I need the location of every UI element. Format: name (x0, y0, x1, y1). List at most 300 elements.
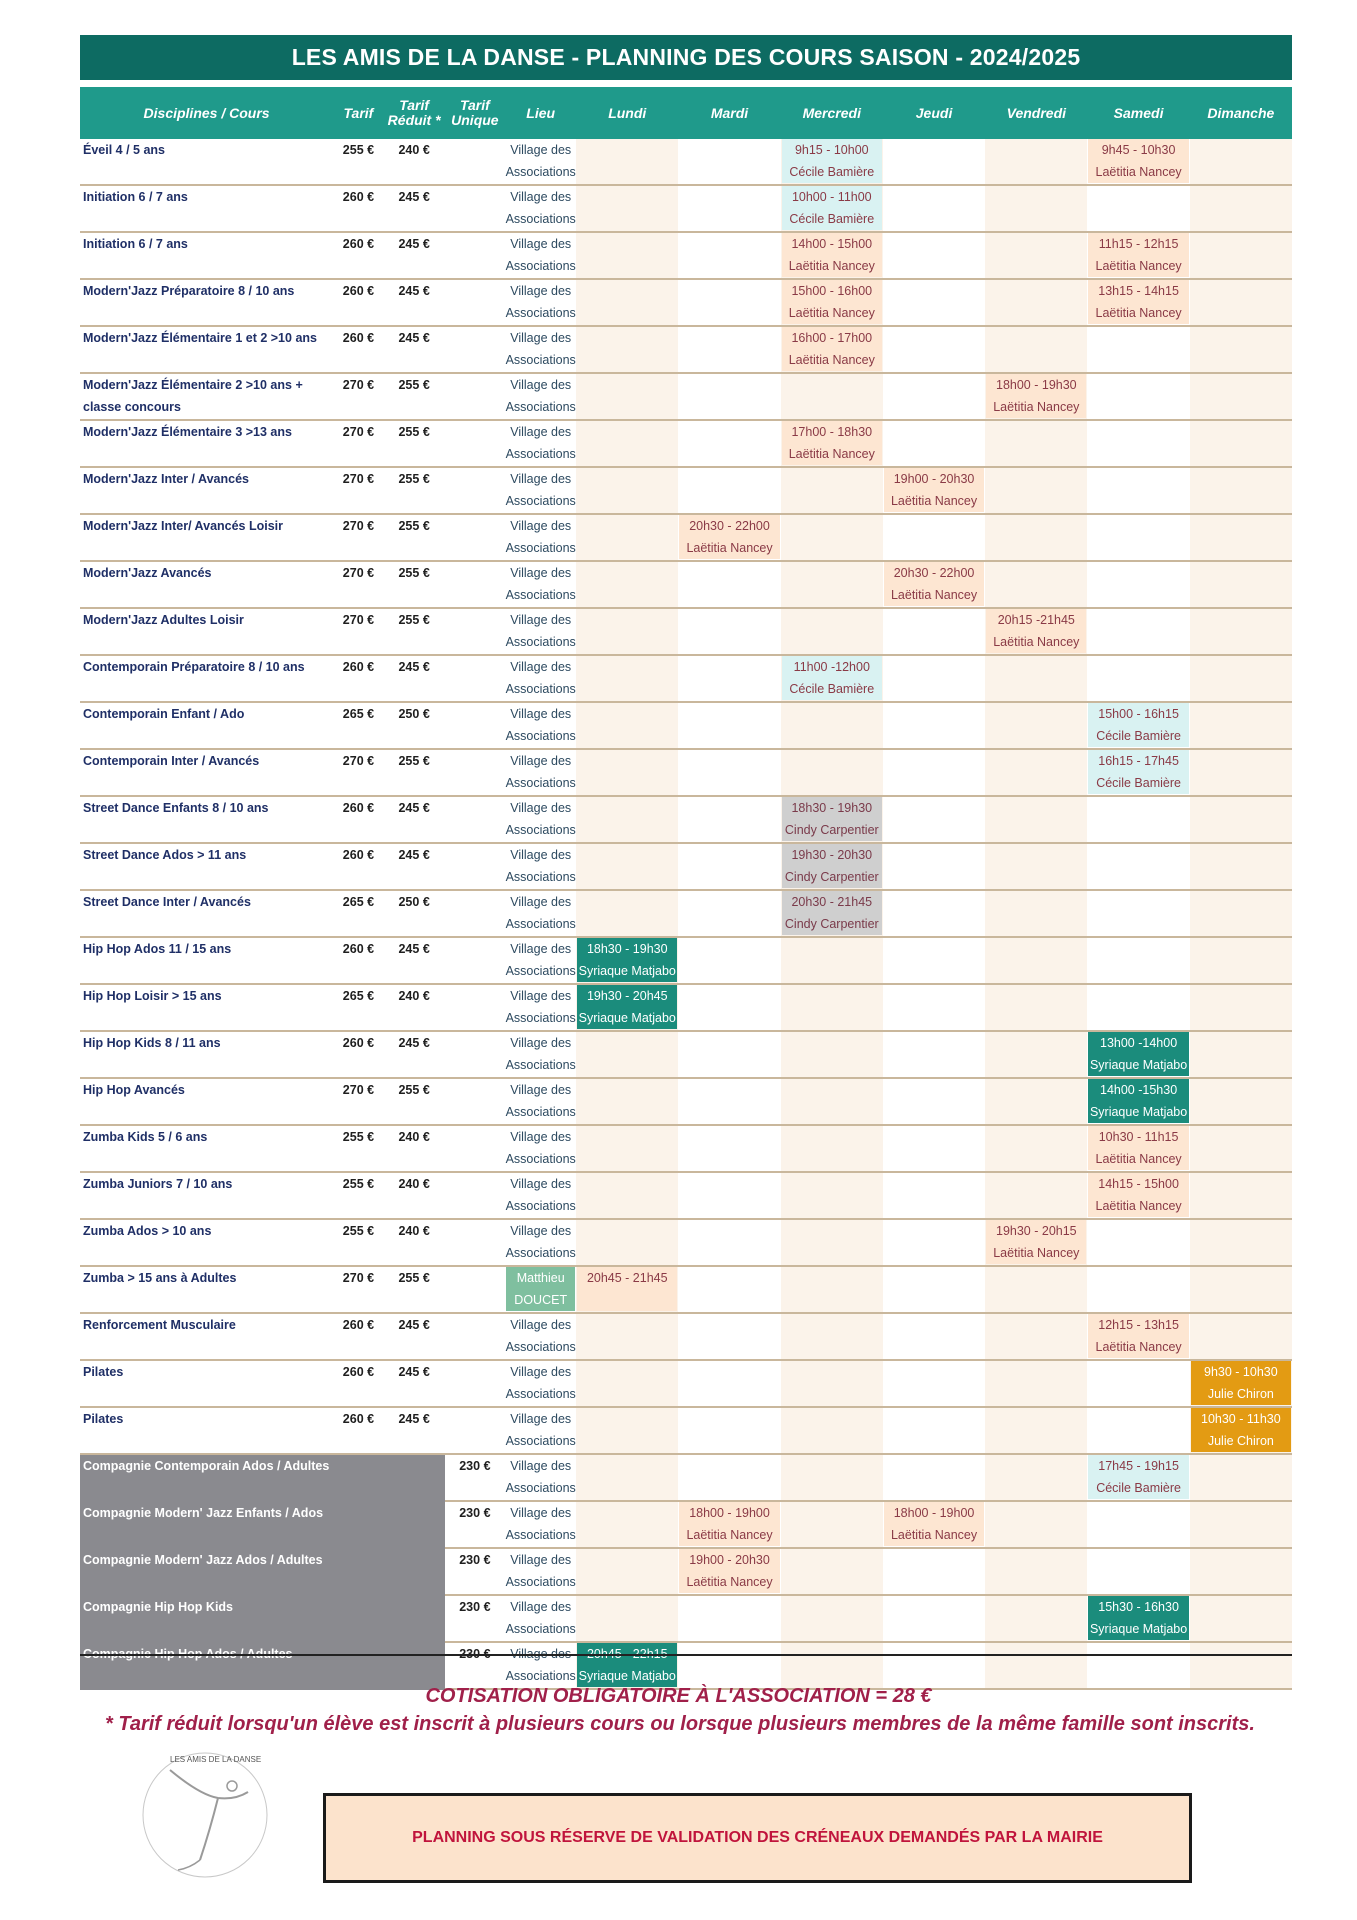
day-cell-dimanche (1190, 843, 1292, 890)
table-row (80, 467, 1292, 514)
day-cell-dimanche (1190, 1407, 1292, 1454)
course-tarif: 255 € (333, 1125, 384, 1172)
course-slot: 11h15 - 12h15 Laëtitia Nancey (1088, 233, 1188, 277)
day-cell-dimanche (1190, 937, 1292, 984)
course-name: Modern'Jazz Élémentaire 2 >10 ans + classe concours (80, 373, 333, 420)
day-cell-mercredi (781, 514, 883, 561)
day-cell-vendredi (985, 937, 1087, 984)
day-cell-samedi (1087, 1595, 1189, 1642)
course-slot: 18h30 - 19h30 Syriaque Matjabo (577, 938, 677, 982)
day-cell-vendredi (985, 984, 1087, 1031)
day-cell-vendredi (985, 1078, 1087, 1125)
day-cell-dimanche (1190, 1548, 1292, 1595)
day-cell-samedi (1087, 1172, 1189, 1219)
day-cell-mercredi (781, 796, 883, 843)
day-cell-dimanche (1190, 702, 1292, 749)
day-cell-vendredi (985, 796, 1087, 843)
day-cell-mercredi (781, 561, 883, 608)
day-cell-dimanche (1190, 608, 1292, 655)
course-name: Hip Hop Kids 8 / 11 ans (80, 1031, 333, 1078)
day-cell-jeudi (883, 1454, 985, 1501)
day-cell-jeudi (883, 1266, 985, 1313)
course-tarif-unique (445, 514, 506, 561)
course-lieu: Village des Associations (505, 1031, 576, 1078)
table-row (80, 937, 1292, 984)
day-cell-samedi (1087, 1266, 1189, 1313)
day-cell-dimanche (1190, 796, 1292, 843)
day-cell-jeudi (883, 984, 985, 1031)
course-lieu: Village des Associations (505, 843, 576, 890)
day-cell-mardi (678, 1454, 780, 1501)
course-tarif: 255 € (333, 1172, 384, 1219)
day-cell-dimanche (1190, 1078, 1292, 1125)
table-row (80, 232, 1292, 279)
header-lieu: Lieu (505, 87, 576, 139)
day-cell-mardi (678, 1501, 780, 1548)
day-cell-mercredi (781, 843, 883, 890)
course-tarif-reduit: 245 € (384, 185, 445, 232)
day-cell-mercredi (781, 1595, 883, 1642)
course-slot: 13h00 -14h00 Syriaque Matjabo (1088, 1032, 1188, 1076)
day-cell-mercredi (781, 139, 883, 185)
course-tarif-reduit: 255 € (384, 373, 445, 420)
day-cell-vendredi (985, 1642, 1087, 1689)
course-slot: 14h15 - 15h00 Laëtitia Nancey (1088, 1173, 1188, 1217)
course-tarif-reduit: 245 € (384, 232, 445, 279)
course-name: Modern'Jazz Adultes Loisir (80, 608, 333, 655)
day-cell-mercredi (781, 1454, 883, 1501)
header-tarif-reduit: Tarif Réduit * (384, 87, 445, 139)
course-tarif-unique (445, 1125, 506, 1172)
table-row (80, 1313, 1292, 1360)
course-lieu: Village des Associations (505, 1501, 576, 1548)
table-row (80, 702, 1292, 749)
day-cell-dimanche (1190, 1360, 1292, 1407)
table-row (80, 843, 1292, 890)
course-name: Modern'Jazz Inter/ Avancés Loisir (80, 514, 333, 561)
day-cell-lundi (576, 937, 678, 984)
day-cell-lundi (576, 1219, 678, 1266)
course-lieu: Village des Associations (505, 1407, 576, 1454)
day-cell-samedi (1087, 139, 1189, 185)
day-cell-jeudi (883, 1595, 985, 1642)
day-cell-lundi (576, 1031, 678, 1078)
day-cell-mercredi (781, 702, 883, 749)
course-slot: 18h30 - 19h30 Cindy Carpentier (782, 797, 882, 841)
day-cell-samedi (1087, 702, 1189, 749)
course-name: Pilates (80, 1360, 333, 1407)
day-cell-samedi (1087, 514, 1189, 561)
day-cell-mercredi (781, 937, 883, 984)
course-slot: 15h00 - 16h00 Laëtitia Nancey (782, 280, 882, 324)
course-tarif-unique (445, 1078, 506, 1125)
course-slot: 9h15 - 10h00 Cécile Bamière (782, 139, 882, 183)
day-cell-lundi (576, 1548, 678, 1595)
course-lieu: Village des Associations (505, 232, 576, 279)
day-cell-samedi (1087, 608, 1189, 655)
header-mercredi: Mercredi (781, 87, 883, 139)
course-tarif-reduit: 255 € (384, 467, 445, 514)
day-cell-jeudi (883, 1313, 985, 1360)
course-slot: 18h00 - 19h00 Laëtitia Nancey (884, 1502, 984, 1546)
course-tarif-unique (445, 1407, 506, 1454)
day-cell-samedi (1087, 232, 1189, 279)
schedule-table (80, 87, 1292, 1690)
course-tarif: 270 € (333, 373, 384, 420)
schedule-body (80, 139, 1292, 1689)
day-cell-samedi (1087, 796, 1189, 843)
day-cell-vendredi (985, 185, 1087, 232)
table-row (80, 1360, 1292, 1407)
day-cell-mercredi (781, 420, 883, 467)
course-tarif: 260 € (333, 843, 384, 890)
day-cell-samedi (1087, 1078, 1189, 1125)
day-cell-dimanche (1190, 1501, 1292, 1548)
course-tarif: 270 € (333, 608, 384, 655)
header-vendredi: Vendredi (985, 87, 1087, 139)
course-tarif-reduit: 245 € (384, 326, 445, 373)
course-slot: 12h15 - 13h15 Laëtitia Nancey (1088, 1314, 1188, 1358)
course-tarif: 270 € (333, 467, 384, 514)
course-name: Renforcement Musculaire (80, 1313, 333, 1360)
day-cell-lundi (576, 1407, 678, 1454)
day-cell-samedi (1087, 1125, 1189, 1172)
course-tarif: 260 € (333, 326, 384, 373)
course-slot: 17h45 - 19h15 Cécile Bamière (1088, 1455, 1188, 1499)
day-cell-dimanche (1190, 749, 1292, 796)
day-cell-mardi (678, 984, 780, 1031)
day-cell-dimanche (1190, 1595, 1292, 1642)
table-row (80, 890, 1292, 937)
course-tarif: 260 € (333, 185, 384, 232)
course-tarif-reduit: 255 € (384, 561, 445, 608)
course-tarif-unique (445, 1031, 506, 1078)
course-lieu: Village des Associations (505, 1454, 576, 1501)
course-name: Hip Hop Ados 11 / 15 ans (80, 937, 333, 984)
course-tarif-reduit (384, 1595, 445, 1642)
table-row (80, 749, 1292, 796)
table-row (80, 1501, 1292, 1548)
course-tarif-unique (445, 1360, 506, 1407)
course-tarif-unique (445, 185, 506, 232)
course-lieu: Village des Associations (505, 420, 576, 467)
course-name: Zumba Kids 5 / 6 ans (80, 1125, 333, 1172)
course-lieu: Village des Associations (505, 326, 576, 373)
day-cell-mardi (678, 1266, 780, 1313)
day-cell-samedi (1087, 890, 1189, 937)
day-cell-dimanche (1190, 1031, 1292, 1078)
course-slot: 20h30 - 22h00 Laëtitia Nancey (884, 562, 984, 606)
course-tarif: 270 € (333, 420, 384, 467)
course-lieu: Village des Associations (505, 984, 576, 1031)
course-tarif-reduit: 255 € (384, 1078, 445, 1125)
day-cell-samedi (1087, 467, 1189, 514)
day-cell-vendredi (985, 1031, 1087, 1078)
course-tarif (333, 1642, 384, 1689)
course-tarif: 260 € (333, 1360, 384, 1407)
day-cell-mercredi (781, 984, 883, 1031)
day-cell-mardi (678, 749, 780, 796)
course-lieu: Village des Associations (505, 373, 576, 420)
course-tarif-reduit: 245 € (384, 279, 445, 326)
course-slot: 10h30 - 11h15 Laëtitia Nancey (1088, 1126, 1188, 1170)
course-tarif: 260 € (333, 937, 384, 984)
day-cell-samedi (1087, 420, 1189, 467)
course-slot: 17h00 - 18h30 Laëtitia Nancey (782, 421, 882, 465)
course-tarif-unique (445, 1313, 506, 1360)
day-cell-samedi (1087, 1313, 1189, 1360)
header-tarif: Tarif (333, 87, 384, 139)
day-cell-dimanche (1190, 232, 1292, 279)
course-slot: 20h30 - 22h00 Laëtitia Nancey (679, 515, 779, 559)
day-cell-mardi (678, 1172, 780, 1219)
day-cell-jeudi (883, 1172, 985, 1219)
course-tarif-reduit: 245 € (384, 1360, 445, 1407)
course-tarif-unique (445, 1219, 506, 1266)
course-tarif-unique (445, 420, 506, 467)
course-tarif: 270 € (333, 514, 384, 561)
course-tarif: 260 € (333, 1407, 384, 1454)
course-slot: 9h45 - 10h30 Laëtitia Nancey (1088, 139, 1188, 183)
course-lieu: Village des Associations (505, 608, 576, 655)
course-name: Compagnie Hip Hop Kids (80, 1595, 333, 1642)
day-cell-vendredi (985, 1548, 1087, 1595)
table-row (80, 139, 1292, 185)
course-tarif-unique (445, 937, 506, 984)
day-cell-mardi (678, 373, 780, 420)
course-slot: 15h30 - 16h30 Syriaque Matjabo (1088, 1596, 1188, 1640)
day-cell-lundi (576, 1125, 678, 1172)
course-lieu: Village des Associations (505, 1078, 576, 1125)
course-tarif-reduit: 250 € (384, 890, 445, 937)
day-cell-dimanche (1190, 1454, 1292, 1501)
course-slot: 18h00 - 19h30 Laëtitia Nancey (986, 374, 1086, 418)
day-cell-lundi (576, 1313, 678, 1360)
day-cell-jeudi (883, 420, 985, 467)
day-cell-jeudi (883, 843, 985, 890)
course-name: Modern'Jazz Préparatoire 8 / 10 ans (80, 279, 333, 326)
table-row (80, 1454, 1292, 1501)
day-cell-mardi (678, 326, 780, 373)
course-slot: 19h30 - 20h30 Cindy Carpentier (782, 844, 882, 888)
day-cell-mercredi (781, 890, 883, 937)
day-cell-jeudi (883, 608, 985, 655)
header-mardi: Mardi (678, 87, 780, 139)
day-cell-samedi (1087, 1548, 1189, 1595)
day-cell-mardi (678, 139, 780, 185)
day-cell-lundi (576, 139, 678, 185)
day-cell-vendredi (985, 1266, 1087, 1313)
course-name: Éveil 4 / 5 ans (80, 139, 333, 185)
course-lieu: Village des Associations (505, 1595, 576, 1642)
day-cell-samedi (1087, 1031, 1189, 1078)
day-cell-jeudi (883, 561, 985, 608)
course-tarif: 255 € (333, 1219, 384, 1266)
course-tarif-unique (445, 1266, 506, 1313)
day-cell-mardi (678, 1642, 780, 1689)
course-slot: 20h30 - 21h45 Cindy Carpentier (782, 891, 882, 935)
course-slot: 14h00 -15h30 Syriaque Matjabo (1088, 1079, 1188, 1123)
day-cell-mardi (678, 890, 780, 937)
day-cell-vendredi (985, 1313, 1087, 1360)
day-cell-mardi (678, 232, 780, 279)
day-cell-lundi (576, 232, 678, 279)
table-row (80, 326, 1292, 373)
day-cell-mercredi (781, 1360, 883, 1407)
table-row (80, 1266, 1292, 1313)
day-cell-samedi (1087, 937, 1189, 984)
course-tarif-reduit: 240 € (384, 139, 445, 185)
course-name: Hip Hop Avancés (80, 1078, 333, 1125)
day-cell-dimanche (1190, 1313, 1292, 1360)
table-row (80, 1172, 1292, 1219)
course-name: Compagnie Modern' Jazz Ados / Adultes (80, 1548, 333, 1595)
course-slot: 14h00 - 15h00 Laëtitia Nancey (782, 233, 882, 277)
course-slot: 15h00 - 16h15 Cécile Bamière (1088, 703, 1188, 747)
course-lieu: Village des Associations (505, 749, 576, 796)
table-row (80, 1548, 1292, 1595)
course-tarif-unique (445, 326, 506, 373)
course-tarif-reduit (384, 1548, 445, 1595)
course-tarif (333, 1595, 384, 1642)
course-slot: 11h00 -12h00 Cécile Bamière (782, 656, 882, 700)
course-name: Modern'Jazz Élémentaire 3 >13 ans (80, 420, 333, 467)
course-name: Modern'Jazz Inter / Avancés (80, 467, 333, 514)
course-name: Hip Hop Loisir > 15 ans (80, 984, 333, 1031)
course-slot: 19h00 - 20h30 Laëtitia Nancey (884, 468, 984, 512)
course-slot: 19h30 - 20h45 Syriaque Matjabo (577, 985, 677, 1029)
header-jeudi: Jeudi (883, 87, 985, 139)
table-row (80, 1078, 1292, 1125)
day-cell-mardi (678, 843, 780, 890)
day-cell-jeudi (883, 279, 985, 326)
day-cell-lundi (576, 1078, 678, 1125)
day-cell-mardi (678, 420, 780, 467)
course-tarif: 270 € (333, 749, 384, 796)
course-lieu: Village des Associations (505, 1219, 576, 1266)
table-row (80, 373, 1292, 420)
course-tarif-unique (445, 561, 506, 608)
course-name: Initiation 6 / 7 ans (80, 232, 333, 279)
day-cell-vendredi (985, 843, 1087, 890)
day-cell-vendredi (985, 1219, 1087, 1266)
day-cell-samedi (1087, 1501, 1189, 1548)
table-row (80, 984, 1292, 1031)
course-tarif-reduit: 240 € (384, 1219, 445, 1266)
course-tarif-reduit (384, 1501, 445, 1548)
course-name: Zumba Juniors 7 / 10 ans (80, 1172, 333, 1219)
day-cell-jeudi (883, 655, 985, 702)
day-cell-vendredi (985, 655, 1087, 702)
day-cell-jeudi (883, 1642, 985, 1689)
table-row (80, 1407, 1292, 1454)
course-tarif-unique (445, 702, 506, 749)
day-cell-samedi (1087, 843, 1189, 890)
day-cell-mardi (678, 1360, 780, 1407)
day-cell-lundi (576, 326, 678, 373)
day-cell-dimanche (1190, 1172, 1292, 1219)
day-cell-samedi (1087, 984, 1189, 1031)
day-cell-lundi (576, 984, 678, 1031)
day-cell-lundi (576, 514, 678, 561)
day-cell-jeudi (883, 890, 985, 937)
course-tarif: 270 € (333, 1266, 384, 1313)
day-cell-lundi (576, 1595, 678, 1642)
day-cell-dimanche (1190, 373, 1292, 420)
day-cell-mercredi (781, 1548, 883, 1595)
day-cell-lundi (576, 1454, 678, 1501)
day-cell-dimanche (1190, 561, 1292, 608)
day-cell-lundi (576, 749, 678, 796)
course-name: Pilates (80, 1407, 333, 1454)
course-name: Zumba > 15 ans à Adultes (80, 1266, 333, 1313)
table-bottom-rule (80, 1654, 1292, 1656)
day-cell-mardi (678, 1031, 780, 1078)
day-cell-samedi (1087, 373, 1189, 420)
course-tarif-unique (445, 655, 506, 702)
day-cell-mardi (678, 1407, 780, 1454)
course-name: Zumba Ados > 10 ans (80, 1219, 333, 1266)
day-cell-lundi (576, 279, 678, 326)
course-tarif: 265 € (333, 702, 384, 749)
day-cell-vendredi (985, 1125, 1087, 1172)
day-cell-mardi (678, 279, 780, 326)
day-cell-mercredi (781, 1501, 883, 1548)
course-tarif-unique: 230 € (445, 1595, 506, 1642)
day-cell-dimanche (1190, 1125, 1292, 1172)
course-tarif-unique: 230 € (445, 1454, 506, 1501)
course-lieu: Village des Associations (505, 796, 576, 843)
course-lieu: Village des Associations (505, 890, 576, 937)
day-cell-vendredi (985, 467, 1087, 514)
day-cell-lundi (576, 1642, 678, 1689)
day-cell-dimanche (1190, 655, 1292, 702)
course-name: Street Dance Ados > 11 ans (80, 843, 333, 890)
day-cell-jeudi (883, 1219, 985, 1266)
day-cell-mardi (678, 1125, 780, 1172)
course-tarif-unique (445, 984, 506, 1031)
table-row (80, 1595, 1292, 1642)
day-cell-mercredi (781, 185, 883, 232)
day-cell-samedi (1087, 655, 1189, 702)
course-tarif: 260 € (333, 232, 384, 279)
day-cell-mardi (678, 1595, 780, 1642)
course-slot: 13h15 - 14h15 Laëtitia Nancey (1088, 280, 1188, 324)
day-cell-samedi (1087, 1219, 1189, 1266)
course-tarif-reduit: 240 € (384, 1172, 445, 1219)
warning-text: PLANNING SOUS RÉSERVE DE VALIDATION DES CRÉNEAUX DEMANDÉS PAR LA MAIRIE (412, 1829, 1103, 1846)
course-tarif-reduit: 255 € (384, 1266, 445, 1313)
course-tarif-unique (445, 796, 506, 843)
day-cell-mercredi (781, 1642, 883, 1689)
day-cell-mardi (678, 608, 780, 655)
day-cell-mardi (678, 655, 780, 702)
course-tarif: 270 € (333, 561, 384, 608)
table-row (80, 185, 1292, 232)
course-name: Contemporain Préparatoire 8 / 10 ans (80, 655, 333, 702)
course-lieu: Village des Associations (505, 561, 576, 608)
day-cell-dimanche (1190, 1266, 1292, 1313)
course-tarif-reduit: 255 € (384, 420, 445, 467)
course-tarif-reduit: 245 € (384, 1031, 445, 1078)
day-cell-vendredi (985, 702, 1087, 749)
table-row (80, 561, 1292, 608)
day-cell-lundi (576, 1172, 678, 1219)
day-cell-jeudi (883, 1360, 985, 1407)
course-lieu: Village des Associations (505, 937, 576, 984)
day-cell-dimanche (1190, 890, 1292, 937)
course-name: Contemporain Inter / Avancés (80, 749, 333, 796)
